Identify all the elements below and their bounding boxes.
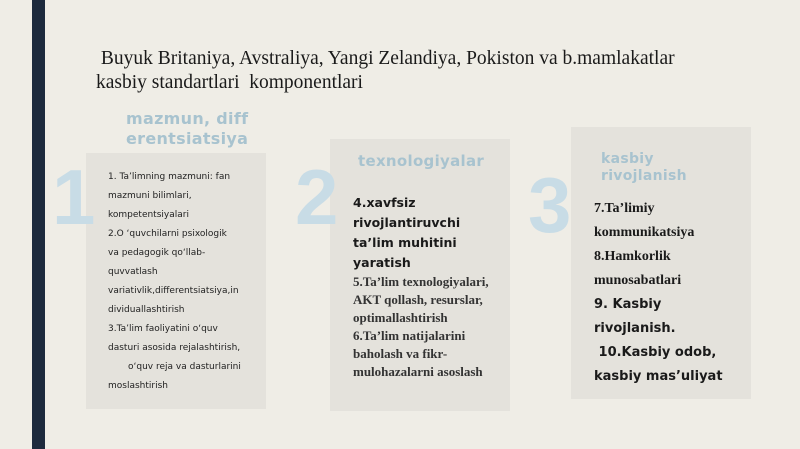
card-3-item-8: 8.Hamkorlik munosabatlari xyxy=(594,249,682,288)
card-2-item-5: 5.Ta’lim texnologiyalari, AKT qollash, resurslar, optimallashtirish xyxy=(353,274,489,325)
card-2-item-6: 6.Ta’lim natijalarini baholash va fikr-mulohazalarni asoslash xyxy=(353,328,483,379)
card-1-line: variativlik,differentsiatsiya,in xyxy=(108,286,239,296)
card-1-line: 1. Ta’limning mazmuni: fan xyxy=(108,172,231,182)
card-1-line: dividuallashtirish xyxy=(108,305,185,315)
card-1-line: 3.Ta’lim faoliyatini o‘quv xyxy=(108,324,218,334)
card-3-item-7: 7.Ta’limiy kommunikatsiya xyxy=(594,201,695,240)
card-2-item-4: 4.xavfsiz rivojlantiruvchi ta’lim muhitini yaratish xyxy=(353,195,461,270)
card-1-line: quvvatlash xyxy=(108,267,158,277)
card-3-item-9: 9. Kasbiy rivojlanish. xyxy=(594,297,676,336)
card-number-3: 3 xyxy=(528,161,572,249)
card-1-line: 2.O ‘quvchilarni psixologik xyxy=(108,229,227,239)
left-accent-stripe xyxy=(32,0,45,449)
card-1-line: kompetentsiyalari xyxy=(108,210,189,220)
card-heading-1: mazmun, differentsiatsiya xyxy=(126,109,249,148)
card-1-line: moslashtirish xyxy=(108,381,168,391)
card-heading-2: texnologiyalar xyxy=(358,152,485,170)
card-heading-3: kasbiy rivojlanish xyxy=(601,151,687,184)
card-1-line: o‘quv reja va dasturlarini xyxy=(108,362,241,372)
card-1-line: dasturi asosida rejalashtirish, xyxy=(108,343,241,353)
card-number-2: 2 xyxy=(295,153,339,241)
left-margin xyxy=(0,0,28,449)
card-2-body xyxy=(353,193,505,381)
card-1-line: va pedagogik qo‘llab- xyxy=(108,248,206,258)
card-3-item-10: 10.Kasbiy odob, kasbiy mas’uliyat xyxy=(594,345,723,384)
slide-title: Buyuk Britaniya, Avstraliya, Yangi Zelandiya, Pokiston va b.mamlakatlar kasbiy standartlari komponentlari xyxy=(96,48,680,93)
card-3-body xyxy=(594,197,744,389)
card-1-body xyxy=(108,168,258,396)
card-number-1: 1 xyxy=(52,153,96,241)
card-1-line: mazmuni bilimlari, xyxy=(108,191,192,201)
